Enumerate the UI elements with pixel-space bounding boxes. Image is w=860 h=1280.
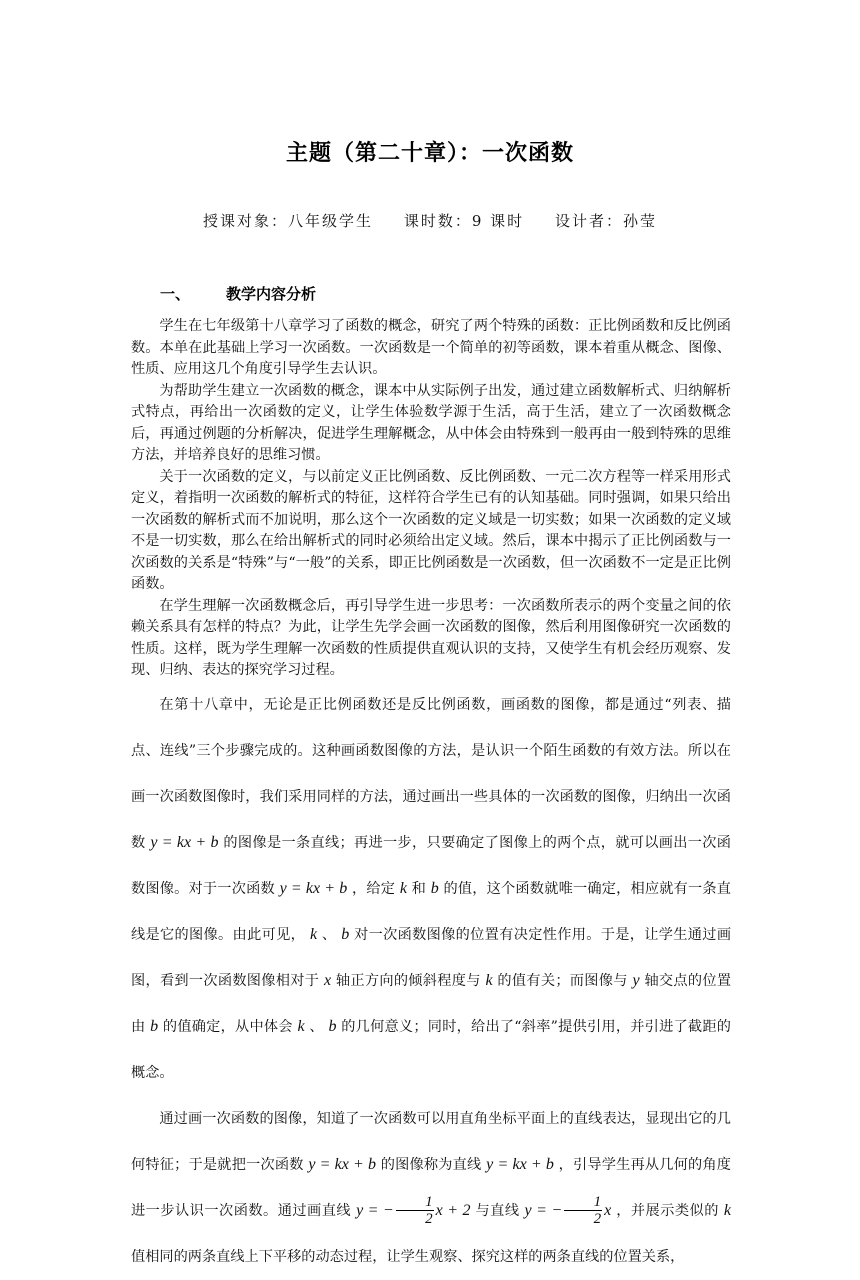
paragraph-1: 学生在七年级第十八章学习了函数的概念，研究了两个特殊的函数：正比例函数和反比例函数。本单在此基础上学习一次函数。一次函数是一个简单的初等函数，课本着重从概念、图像、性质、应用这几个角度引导学生去认识。 <box>131 318 731 377</box>
text-run: 在第十八章中，无论是正比例函数还是反比例函数，画函数的图像，都是通过“列表、描点、连线”三个步骤完成的。这种画函数图像的方法，是认识一个陌生函数的有效方法。所以在画一次函数图像时，我们采用同样的方法，通过画出一些具体的一次函数的图像，归纳出一次函数 <box>131 696 731 851</box>
text-run: ，给定 <box>351 880 396 897</box>
text-run: 的图像是一条直线；再进一步，只要确定了图像上的两个点，就可以画出一次函数图像。对于一次函数 <box>131 834 731 897</box>
math-linear-function: y = kx + b <box>150 833 219 851</box>
fraction-numerator: 1 <box>396 1194 434 1211</box>
math-fraction-half <box>396 1194 434 1227</box>
text-run: 值相同的两条直线上下平移的动态过程，让学生观察、探究这样的两条直线的位置关系， <box>131 1248 685 1265</box>
text-run: 和 <box>411 880 427 897</box>
math-x: x <box>324 971 332 989</box>
math-b: b <box>150 1017 159 1035</box>
designer-label: 设计者：孙莹 <box>554 212 657 230</box>
math-k: k <box>723 1201 731 1219</box>
paragraph-5 <box>131 682 731 1096</box>
document-title: 主题（第二十章）：一次函数 <box>285 141 574 166</box>
text-run: 、 <box>309 1018 324 1035</box>
math-k: k <box>485 971 493 989</box>
math-y: y <box>632 971 640 989</box>
section-title: 教学内容分析 <box>226 285 317 303</box>
text-run: 的值有关；而图像与 <box>497 972 628 989</box>
fraction-denominator: 2 <box>425 1211 433 1228</box>
hours-label: 课时数：9 课时 <box>403 212 525 230</box>
fraction-numerator: 1 <box>564 1194 602 1211</box>
section-number: 一、 <box>160 285 191 303</box>
text-run: 与直线 <box>475 1202 520 1219</box>
text-run: 的几何意义；同时，给出了“斜率”提供引用，并引进了截距的概念。 <box>131 1018 731 1081</box>
math-line1-rhs: x + 2 <box>435 1201 471 1219</box>
math-b: b <box>341 925 350 943</box>
text-run: ，引导学生再从几何的角度进一步认识一次函数。通过画直线 <box>131 1156 731 1219</box>
math-b: b <box>430 879 439 897</box>
math-fraction-half <box>564 1194 602 1227</box>
paragraph-3: 关于一次函数的定义，与以前定义正比例函数、反比例函数、一元二次方程等一样采用形式定义，着指明一次函数的解析式的特征，这样符合学生已有的认知基础。同时强调，如果只给出一次函数的解析式而不加说明，那么这个一次函数的定义域是一切实数；如果一次函数的定义域不是一切实数，那么在给出解析式的同时必须给出定义域。然后，课本中揭示了正比例函数与一次函数的关系是“特殊”与“一般”的关系，即正比例函数是一次函数，但一次函数不一定是正比例函数。 <box>131 468 731 592</box>
text-run: 轴交点的位置由 <box>131 972 732 1035</box>
text-run: 通过画一次函数的图像，知道了一次函数可以用直角坐标平面上的直线表达，显现出它的几何特征；于是就把一次函数 <box>131 1110 731 1173</box>
math-line2-rhs: x <box>604 1201 612 1219</box>
paragraph-4: 在学生理解一次函数概念后，再引导学生进一步思考：一次函数所表示的两个变量之间的依赖关系具有怎样的特点？为此，让学生先学会画一次函数的图像，然后利用图像研究一次函数的性质。这样，既为学生理解一次函数的性质提供直观认识的支持，又使学生有机会经历观察、发现、归纳、表达的探究学习过程。 <box>131 597 731 678</box>
section-heading <box>160 283 316 304</box>
audience-label: 授课对象：八年级学生 <box>203 212 374 230</box>
document-subtitle <box>0 210 860 231</box>
text-run: 的图像称为直线 <box>380 1156 482 1173</box>
math-k: k <box>309 925 318 943</box>
math-line1-lhs: y = − <box>356 1201 394 1219</box>
math-k: k <box>297 1017 305 1035</box>
math-linear-function: y = kx + b <box>279 879 348 897</box>
text-run: 的值，这个函数就唯一确定，相应就有一条直线是它的图像。由此可见， <box>131 880 731 943</box>
document-body <box>131 316 731 1280</box>
text-run: 对一次函数图像的位置有决定性作用。于是，让学生通过画图，看到一次函数图像相对于 <box>131 926 732 989</box>
fraction-denominator: 2 <box>593 1211 602 1228</box>
math-k: k <box>399 879 407 897</box>
text-run: 轴正方向的倾斜程度与 <box>335 972 481 989</box>
paragraph-2: 为帮助学生建立一次函数的概念，课本中从实际例子出发，通过建立函数解析式、归纳解析式特点，再给出一次函数的定义，让学生体验数学源于生活，高于生活，建立了一次函数概念后，再通过例题的分析解决，促进学生理解概念，从中体会由特殊到一般再由一般到特殊的思维方法，并培养良好的思维习惯。 <box>131 382 731 463</box>
math-line2-lhs: y = − <box>524 1201 563 1219</box>
math-linear-function: y = kx + b <box>308 1155 377 1173</box>
text-run: 、 <box>321 926 337 943</box>
math-linear-function: y = kx + b <box>486 1155 554 1173</box>
text-run: ，并展示类似的 <box>616 1202 719 1219</box>
math-b: b <box>328 1017 337 1035</box>
paragraph-6 <box>131 1096 731 1280</box>
text-run: 的值确定，从中体会 <box>162 1018 293 1035</box>
